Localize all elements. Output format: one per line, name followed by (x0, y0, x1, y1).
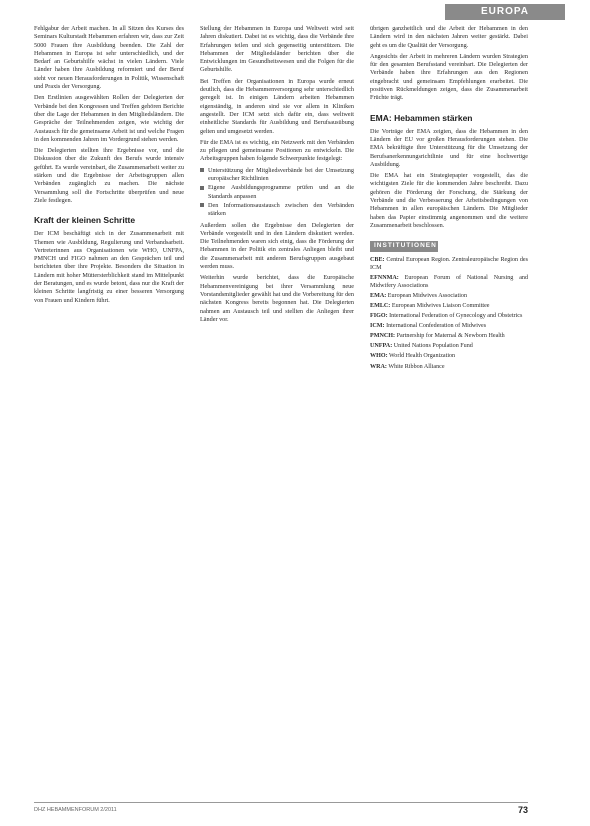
institution-item (370, 332, 528, 340)
institution-name: European Midwives Association (387, 292, 467, 299)
paragraph: Stellung der Hebammen in Europa und Weltweit wird seit Jahren diskutiert. Dabei ist es wichtig, dass die Verbände ihre Erfahrungen teilen und sich gegenseitig unterstützen. Die Hebammen der Mitgliedsländer berichten über die Entwicklungen im Gesundheitswesen und die Folgen für die Geburtshilfe. (200, 25, 354, 74)
paragraph: Außerdem sollen die Ergebnisse den Delegierten der Verbände vorgestellt und in den Ländern diskutiert werden. Die Teilnehmenden waren sich einig, dass die Förderung der Hebammen in der Politik ein zentrales Anliegen bleibt und die Zusammenarbeit mit anderen Berufsgruppen ausgebaut werden muss. (200, 221, 354, 271)
page-number: 73 (517, 805, 528, 815)
paragraph: Für die EMA ist es wichtig, ein Netzwerk mit den Verbänden zu pflegen und gemeinsame Positionen zu entwickeln. Die Arbeitsgruppen haben folgende Schwerpunkte festgelegt: (200, 138, 354, 163)
institution-abbr: EMLC: (370, 303, 391, 309)
institution-name: Central European Region. Zentraleuropäische Region des ICM (370, 256, 528, 271)
paragraph: Die EMA hat ein Strategiepapier vorgestellt, das die wichtigsten Ziele für die kommenden Jahre beschreibt. Dazu gehören die Förderung der Forschung, die Stärkung der Verbände und die Verbesserung der Arbeitsbedingungen von Hebammen in allen europäischen Ländern. Die Mitglieder haben das Papier einstimmig angenommen und die weitere Zusammenarbeit beschlossen. (370, 172, 528, 229)
journal-reference: DHZ HEBAMMENFORUM 2/2011 (34, 807, 117, 813)
institution-item (370, 342, 528, 350)
paragraph: Angesichts der Arbeit in mehreren Ländern wurden Strategien für den gesamten Berufsstand vereinbart. Die Delegierten der Verbände haben ihre Erfahrungen aus den Regionen eingebracht und gemeinsam Empfehlungen erarbeitet. Die positiven Rückmeldungen zeigen, dass die Zusammenarbeit Früchte trägt. (370, 52, 528, 102)
square-bullet-icon (200, 203, 204, 207)
institution-item (370, 352, 528, 360)
list-item-text: Den Informationsaustausch zwischen den Verbänden stärken (208, 201, 354, 218)
bullet-list (200, 167, 354, 219)
institution-name: International Federation of Gynecology and Obstetrics (389, 313, 523, 320)
paragraph: Den Erstlinien ausgewählten Rollen der Delegierten der Verbände bei den Kongressen und Treffen gehören Berichte über die Lage der Hebammen in den Mitgliedsländern. Die Gespräche der Teilnehmenden zeigen, wie wichtig der Austausch für die gemeinsame Arbeit ist und welche Fragen in den kommenden Jahren im Vordergrund stehen werden. (34, 94, 184, 143)
institution-name: White Ribbon Alliance (388, 363, 445, 370)
column-2 (200, 25, 354, 790)
institution-abbr: UNFPA: (370, 343, 393, 350)
section-heading: Kraft der kleinen Schritte (34, 215, 136, 226)
institution-name: European Forum of National Nursing and Midwifery Associations (370, 274, 528, 289)
institution-name: United Nations Population Fund (393, 343, 473, 350)
institution-abbr: PMNCH: (370, 333, 396, 340)
square-bullet-icon (200, 186, 204, 190)
list-item (200, 184, 354, 201)
paragraph: Weiterhin wurde berichtet, dass die Europäische Hebammenvereinigung bei ihrer Versammlung neue Vorstandsmitglieder gewählt hat und die Vorbereitung für den nächsten Kongress bereits begonnen hat. Die Delegierten nahmen am Austausch teil und stellten die Anliegen ihrer Länder vor. (200, 274, 354, 323)
square-bullet-icon (200, 168, 204, 172)
column-1 (34, 25, 184, 790)
institution-item (370, 256, 528, 272)
list-item (200, 167, 354, 184)
institution-name: Partnership for Maternal & Newborn Health (396, 333, 505, 340)
section-heading: EMA: Hebammen stärken (370, 112, 473, 123)
list-item-text: Eigene Ausbildungsprogramme prüfen und an die Standards anpassen (208, 184, 354, 200)
institution-name: European Midwives Liaison Committee (391, 303, 490, 309)
institution-item (370, 302, 528, 310)
institution-abbr: CBE: (370, 256, 385, 263)
paragraph: Fehlgabur der Arbeit machen. In all Sitzen des Kurses des Seminars Kulturstadt Hebammen erfahren wir, dass zur Zeit 5000 Frauen ihre Ausbildung beenden. Die Zahl der Hebammen in Europa ist sehr unterschiedlich, und der Bedarf an Geburtshilfe wächst in vielen Ländern. Viele Länder haben ihre Ausbildung reformiert und der Beruf steht vor neuen Herausforderungen in Politik, Wissenschaft und Praxis der Versorgung. (34, 25, 184, 91)
institution-abbr: ICM: (370, 323, 385, 330)
page-footer (34, 802, 528, 815)
institution-name: International Confederation of Midwives (386, 323, 487, 330)
institution-item (370, 322, 528, 330)
paragraph: übrigen ganzheitlich und die Arbeit der Hebammen in den Ländern wird in den nächsten Jahren weiter gestärkt. Dabei geht es um die Qualität der Versorgung. (370, 25, 528, 49)
institution-abbr: WRA: (370, 363, 387, 370)
institutions-list (370, 256, 528, 371)
institution-abbr: EMA: (370, 292, 387, 299)
institution-item (370, 363, 528, 371)
institution-abbr: WHO: (370, 353, 388, 360)
institution-name: World Health Organization (389, 353, 456, 360)
institution-abbr: FIGO: (370, 313, 388, 320)
section-header: EUROPA (445, 4, 565, 20)
list-item-text: Unterstützung der Mitgliedsverbände bei der Umsetzung europäischer Richtlinien (208, 166, 354, 183)
paragraph: Die Delegierten stellten ihre Ergebnisse vor, und die Diskussion über die Zukunft des Berufs wurde intensiv geführt. Es wurde vereinbart, die Zusammenarbeit weiter zu stärken und die Ergebnisse der Arbeitsgruppen allen Verbänden zugänglich zu machen. Die nächste Versammlung soll die Fortschritte überprüfen und neue Ziele festlegen. (34, 147, 184, 204)
institution-abbr: EFNNMA: (370, 274, 399, 281)
institution-item (370, 312, 528, 320)
institution-item (370, 292, 528, 300)
institution-item (370, 274, 528, 290)
paragraph: Der ICM beschäftigt sich in der Zusammenarbeit mit Themen wie Ausbildung, Regulierung und Verbandsarbeit. Vertreterinnen aus Organisationen wie WHO, UNFPA, PMNCH und FIGO nahmen an den Gesprächen teil und berichteten über ihre Projekte. Besonders die Situation in Ländern mit hoher Müttersterblichkeit stand im Mittelpunkt der Beratungen, und es wurde betont, dass nur die Kraft der kleinen Schritte langfristig zu einer besseren Versorgung von Frauen und Kindern führt. (34, 230, 184, 304)
list-item (200, 202, 354, 219)
institutions-header: INSTITUTIONEN (370, 241, 438, 251)
paragraph: Bei Treffen der Organisationen in Europa wurde erneut deutlich, dass die Hebammenversorgung sehr unterschiedlich geregelt ist. In einigen Ländern arbeiten Hebammen eigenständig, in anderen sind sie vor allem in Kliniken angestellt. Der ICM setzt sich dafür ein, dass weltweit einheitliche Standards für Ausbildung und Berufsausübung gelten und umgesetzt werden. (200, 77, 354, 135)
column-3 (370, 25, 528, 790)
paragraph: Die Vorträge der EMA zeigten, dass die Hebammen in den Ländern der EU vor großen Herausforderungen stehen. Die EMA bekräftigte ihre Unterstützung für die Umsetzung der Berufsanerkennungsrichtlinie und für eine hochwertige Ausbildung. (370, 127, 528, 168)
